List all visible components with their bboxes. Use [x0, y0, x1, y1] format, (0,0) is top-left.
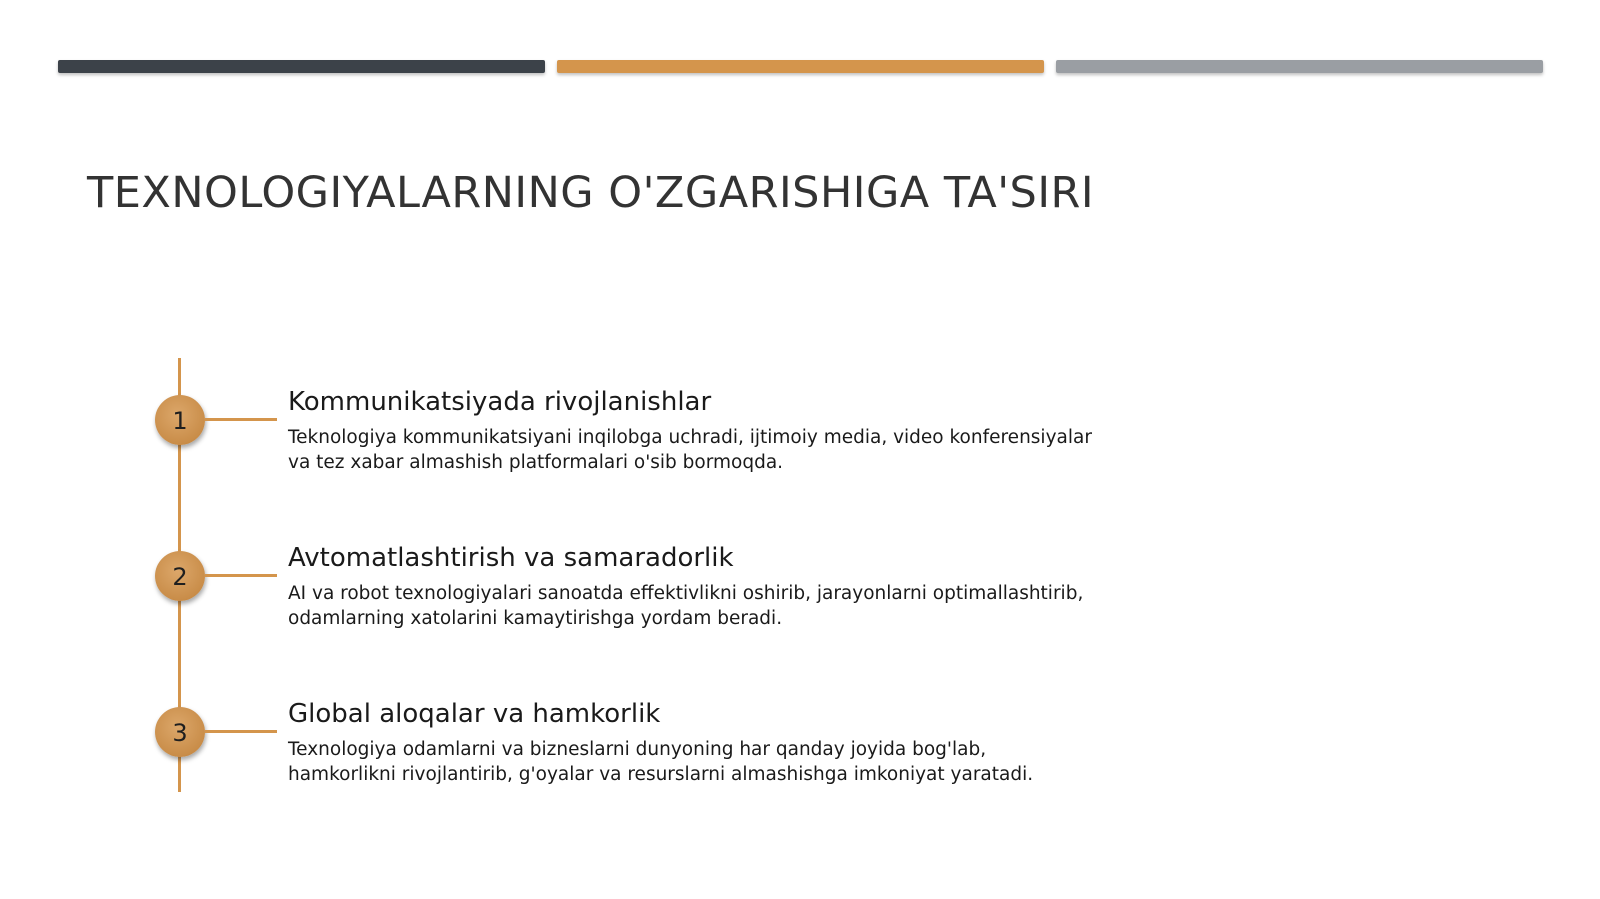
body-line: AI va robot texnologiyalari sanoatda effektivlikni oshirib, jarayonlarni optimallashtirib,: [288, 583, 1084, 604]
timeline-item-body: [288, 581, 1128, 631]
timeline-item-1: [0, 387, 1600, 515]
top-bar-accent: [557, 60, 1044, 73]
body-line: odamlarning xatolarini kamaytirishga yordam beradi.: [288, 608, 783, 629]
timeline-item-3: [0, 699, 1600, 827]
timeline-connector: [205, 730, 277, 733]
timeline-item-heading: Global aloqalar va hamkorlik: [288, 699, 661, 729]
top-bar-gray: [1056, 60, 1543, 73]
timeline-number-badge: 1: [155, 395, 205, 445]
body-line: Texnologiya odamlarni va bizneslarni dunyoning har qanday joyida bog'lab,: [288, 739, 987, 760]
timeline-connector: [205, 418, 277, 421]
timeline-item-heading: Kommunikatsiyada rivojlanishlar: [288, 387, 712, 417]
timeline-number-badge: 3: [155, 707, 205, 757]
timeline-number-badge: 2: [155, 551, 205, 601]
timeline-item-2: [0, 543, 1600, 671]
timeline-item-body: [288, 425, 1128, 475]
body-line: Teknologiya kommunikatsiyani inqilobga uchradi, ijtimoiy media, video konferensiyalar: [288, 427, 1092, 448]
slide-title: TEXNOLOGIYALARNING O'ZGARISHIGA TA'SIRI: [87, 168, 1095, 218]
timeline-item-heading: Avtomatlashtirish va samaradorlik: [288, 543, 734, 573]
timeline-connector: [205, 574, 277, 577]
top-bar-dark: [58, 60, 545, 73]
body-line: hamkorlikni rivojlantirib, g'oyalar va resurslarni almashishga imkoniyat yaratadi.: [288, 764, 1034, 785]
body-line: va tez xabar almashish platformalari o'sib bormoqda.: [288, 452, 784, 473]
timeline-item-body: [288, 737, 1128, 787]
